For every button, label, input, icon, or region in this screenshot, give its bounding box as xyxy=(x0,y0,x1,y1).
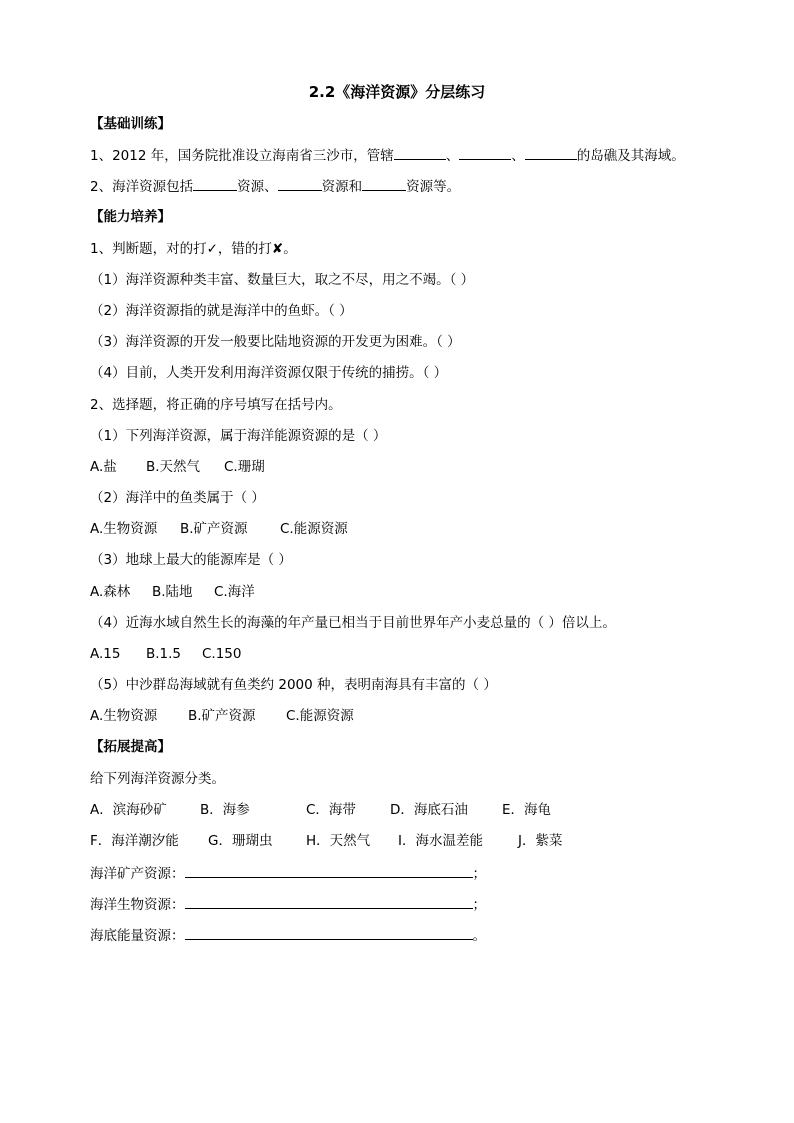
fill-mineral-label: 海洋矿产资源： xyxy=(90,866,185,882)
item-e: E．海龟 xyxy=(502,802,552,818)
q1-sep-1: 、 xyxy=(445,148,460,164)
item-d: D．海底石油 xyxy=(390,802,468,818)
judge-item-4: （4）目前，人类开发利用海洋资源仅限于传统的捕捞。（ ） xyxy=(90,365,448,381)
choice-options-5 xyxy=(90,707,354,725)
choice-1-option-c: C.珊瑚 xyxy=(224,459,265,475)
choice-4-option-a: A.15 xyxy=(90,646,121,662)
choice-intro: 2、选择题，将正确的序号填写在括号内。 xyxy=(90,397,342,413)
choice-options-3 xyxy=(90,583,255,601)
choice-options-2 xyxy=(90,520,348,538)
classify-row-1 xyxy=(90,801,551,819)
fill-biological-blank[interactable] xyxy=(185,895,473,909)
q1-sep-2: 、 xyxy=(511,148,525,164)
section-header-ability: 【能力培养】 xyxy=(90,209,171,225)
item-j: J．紫菜 xyxy=(518,833,563,849)
fill-energy-end: 。 xyxy=(472,928,486,944)
choice-options-4 xyxy=(90,645,242,663)
q2-blank-3[interactable] xyxy=(362,177,406,191)
basic-question-2 xyxy=(90,177,460,196)
fill-biological-label: 海洋生物资源： xyxy=(90,897,185,913)
q2-part-1: 资源、 xyxy=(237,179,278,195)
item-a: A．滨海砂矿 xyxy=(90,802,167,818)
section-header-extend: 【拓展提高】 xyxy=(90,739,171,755)
choice-4-option-b: B.1.5 xyxy=(146,646,182,662)
q2-text-after: 资源等。 xyxy=(406,179,461,195)
judge-item-3: （3）海洋资源的开发一般要比陆地资源的开发更为困难。（ ） xyxy=(90,334,461,350)
judge-intro-middle: ，错的打 xyxy=(217,241,272,257)
judge-intro-before: 1、判断题，对的打 xyxy=(90,241,207,257)
fill-mineral xyxy=(90,864,486,883)
check-mark-icon: ✓ xyxy=(206,241,218,257)
classify-row-2 xyxy=(90,832,562,850)
choice-2-option-b: B.矿产资源 xyxy=(180,521,248,537)
choice-3-option-a: A.森林 xyxy=(90,584,131,600)
item-h: H．天然气 xyxy=(306,833,371,849)
choice-5-option-a: A.生物资源 xyxy=(90,708,158,724)
item-b: B．海参 xyxy=(200,802,250,818)
judge-intro xyxy=(90,240,297,258)
fill-energy xyxy=(90,926,486,945)
choice-question-2: （2）海洋中的鱼类属于（ ） xyxy=(90,490,265,506)
fill-biological xyxy=(90,895,486,914)
choice-3-option-b: B.陆地 xyxy=(152,584,193,600)
choice-question-3: （3）地球上最大的能源库是（ ） xyxy=(90,552,292,568)
q2-blank-2[interactable] xyxy=(278,177,322,191)
choice-1-option-a: A.盐 xyxy=(90,459,117,475)
q1-blank-2[interactable] xyxy=(459,146,511,160)
choice-5-option-c: C.能源资源 xyxy=(286,708,354,724)
basic-question-1 xyxy=(90,146,685,165)
q1-blank-3[interactable] xyxy=(525,146,577,160)
choice-question-1: （1）下列海洋资源，属于海洋能源资源的是（ ） xyxy=(90,428,387,444)
choice-5-option-b: B.矿产资源 xyxy=(188,708,256,724)
item-f: F．海洋潮汐能 xyxy=(90,833,179,849)
q2-part-2: 资源和 xyxy=(321,179,363,195)
choice-options-1 xyxy=(90,458,265,476)
judge-item-2: （2）海洋资源指的就是海洋中的鱼虾。（ ） xyxy=(90,303,353,319)
judge-intro-after: 。 xyxy=(283,241,297,257)
choice-question-4: （4）近海水域自然生长的海藻的年产量已相当于目前世界年产小麦总量的（ ）倍以上。 xyxy=(90,615,616,631)
fill-energy-blank[interactable] xyxy=(185,926,473,940)
q1-text-after: 的岛礁及其海域。 xyxy=(576,148,685,164)
choice-3-option-c: C.海洋 xyxy=(214,584,255,600)
q2-blank-1[interactable] xyxy=(193,177,237,191)
item-c: C．海带 xyxy=(306,802,356,818)
q1-text-before: 1、2012 年，国务院批准设立海南省三沙市，管辖 xyxy=(90,148,394,164)
choice-2-option-c: C.能源资源 xyxy=(280,521,348,537)
fill-mineral-end: ； xyxy=(472,866,486,882)
fill-biological-end: ； xyxy=(472,897,486,913)
cross-mark-icon: ✘ xyxy=(271,241,284,257)
choice-2-option-a: A.生物资源 xyxy=(90,521,158,537)
choice-4-option-c: C.150 xyxy=(202,646,242,662)
fill-mineral-blank[interactable] xyxy=(185,864,473,878)
choice-question-5: （5）中沙群岛海域就有鱼类约 2000 种，表明南海具有丰富的（ ） xyxy=(90,677,497,693)
item-g: G．珊瑚虫 xyxy=(208,833,273,849)
q1-blank-1[interactable] xyxy=(394,146,446,160)
extend-intro: 给下列海洋资源分类。 xyxy=(90,771,225,787)
choice-1-option-b: B.天然气 xyxy=(146,459,201,475)
item-i: I．海水温差能 xyxy=(398,833,483,849)
section-header-basic: 【基础训练】 xyxy=(90,116,171,132)
page-title: 2.2《海洋资源》分层练习 xyxy=(308,83,486,101)
judge-item-1: （1）海洋资源种类丰富、数量巨大，取之不尽，用之不竭。（ ） xyxy=(90,272,475,288)
fill-energy-label: 海底能量资源： xyxy=(90,928,185,944)
q2-text-before: 2、海洋资源包括 xyxy=(90,179,194,195)
